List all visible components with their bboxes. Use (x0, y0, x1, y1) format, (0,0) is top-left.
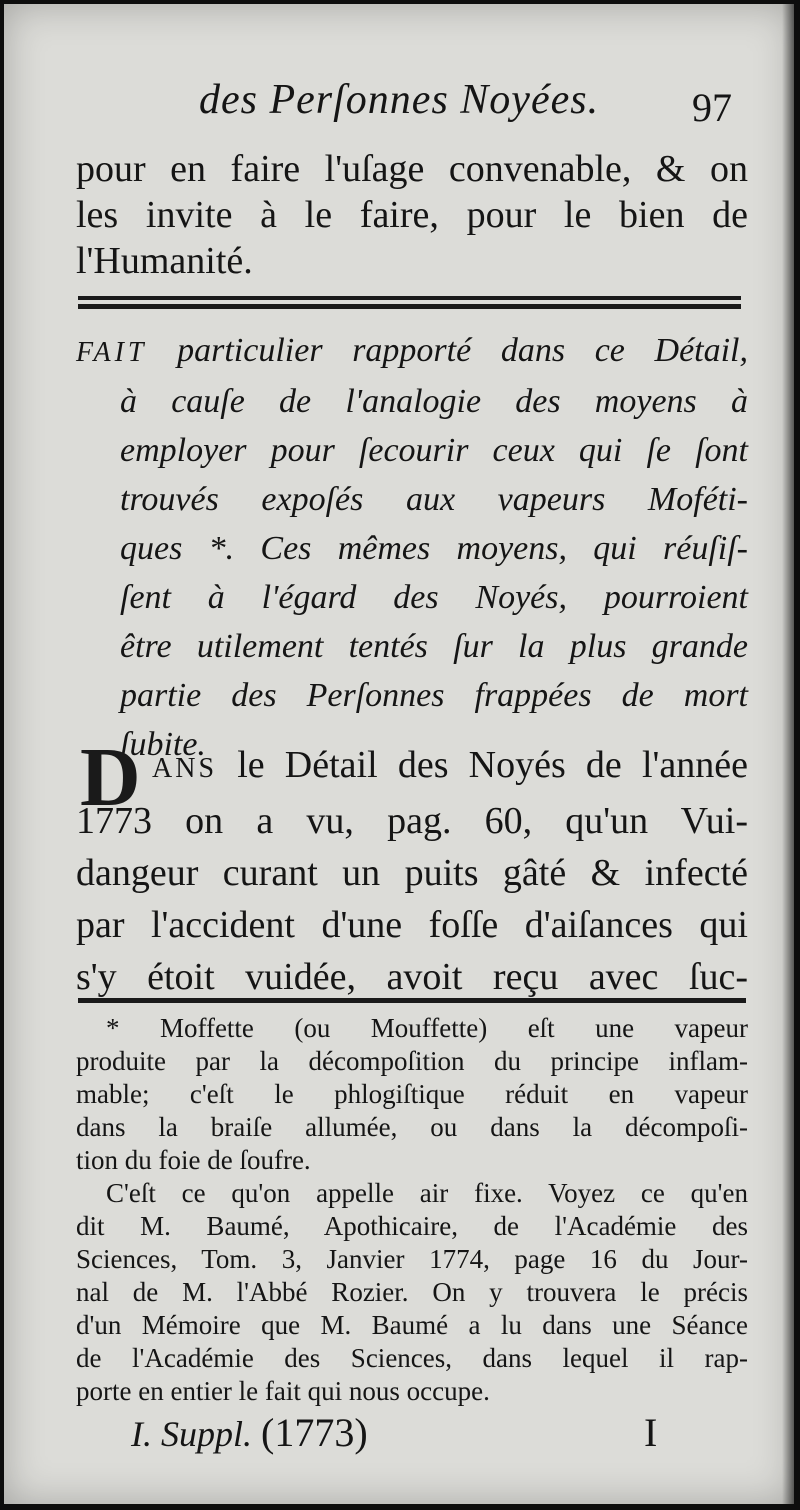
footnote-line: de l'Académie des Sciences, dans lequel il rap- (76, 1343, 748, 1373)
drop-cap: D (80, 731, 141, 824)
footnote-line: Sciences, Tom. 3, Janvier 1774, page 16 du Jour- (76, 1244, 748, 1274)
footnote-line: produite par la décompoſition du principe inflam- (76, 1046, 748, 1076)
text-line: l'Humanité. (76, 240, 253, 282)
book-page (4, 4, 794, 1504)
footnote-line: porte en entier le fait qui nous occupe. (76, 1376, 490, 1406)
text-line: s'y étoit vuidée, avoit reçu avec ſuc- (76, 956, 748, 998)
text-line: être utilement tentés ſur la plus grande (120, 628, 748, 665)
signature-mark (131, 1409, 368, 1456)
footnote (76, 1012, 748, 1408)
footnote-line: d'un Mémoire que M. Baumé a lu dans une Séance (76, 1310, 748, 1340)
fait-section (76, 326, 748, 769)
text-line: ANS le Détail des Noyés de l'année (152, 744, 748, 786)
fait-lead-word: FAIT (76, 337, 148, 368)
footnote-line: nal de M. l'Abbé Rozier. On y trouvera le précis (76, 1277, 748, 1307)
text-line: ques *. Ces mêmes moyens, qui réuſiſ- (120, 530, 748, 567)
signature-letter: I (644, 1410, 658, 1455)
text-line: les invite à le faire, pour le bien de (76, 194, 748, 236)
text-line: FAIT particulier rapporté dans ce Détail, (76, 332, 748, 369)
text-line: ſent à l'égard des Noyés, pourroient (120, 579, 748, 616)
text-line: dangeur curant un puits gâté & infecté (76, 852, 748, 894)
main-paragraph (76, 739, 748, 1003)
footnote-line: tion du foie de ſoufre. (76, 1145, 311, 1175)
footnote-line: dit M. Baumé, Apothicaire, de l'Académie des (76, 1211, 748, 1241)
page-number: 97 (692, 85, 732, 130)
signature-label: I. Suppl. (131, 1414, 252, 1454)
intro-paragraph (76, 146, 748, 284)
small-caps-word: ANS (152, 753, 218, 784)
footnote-line: mable; c'eſt le phlogiſtique réduit en vapeur (76, 1079, 748, 1109)
text-line: trouvés expoſés aux vapeurs Moféti- (120, 481, 748, 518)
footnote-line: dans la braiſe allumée, ou dans la décompoſi- (76, 1112, 748, 1142)
text-line: 1773 on a vu, pag. 60, qu'un Vui- (76, 800, 748, 842)
double-rule-divider (78, 296, 741, 310)
page-header (4, 76, 794, 136)
text-line: à cauſe de l'analogie des moyens à (120, 383, 748, 420)
text-line: employer pour ſecourir ceux qui ſe ſont (120, 432, 748, 469)
footnote-rule (78, 998, 746, 1003)
text-line: pour en faire l'uſage convenable, & on (76, 148, 748, 190)
text-line: ſubite. (120, 726, 206, 763)
text-line: par l'accident d'une foſſe d'aiſances qui (76, 904, 748, 946)
footnote-line: * Moffette (ou Mouffette) eſt une vapeur (106, 1013, 748, 1043)
page-edge-shadow (782, 4, 794, 1504)
signature-year: (1773) (261, 1410, 368, 1455)
footnote-line: C'eſt ce qu'on appelle air fixe. Voyez ce qu'en (106, 1178, 748, 1208)
running-title: des Perſonnes Noyées. (199, 77, 600, 123)
text-line: partie des Perſonnes frappées de mort (120, 677, 748, 714)
